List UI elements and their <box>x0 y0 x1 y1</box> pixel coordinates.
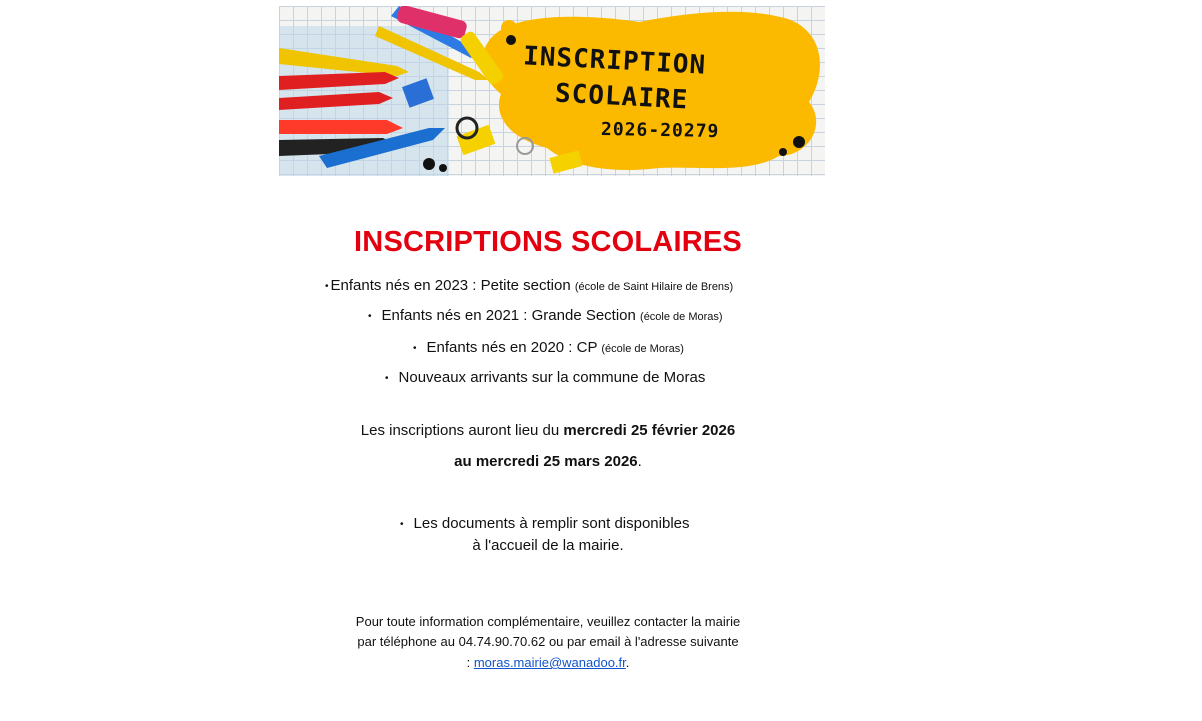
email-link[interactable]: moras.mairie@wanadoo.fr <box>473 655 626 670</box>
dates-intro: Les inscriptions auront lieu du <box>360 422 564 439</box>
dates-end-line <box>0 452 1096 472</box>
contact-line-2: par téléphone au 04.74.90.70.62 ou par email à l'adresse suivante <box>357 634 739 649</box>
list-item-text: Enfants nés en 2023 : Petite section <box>330 277 571 294</box>
bullet-icon: • <box>413 343 417 354</box>
dates-start-line <box>0 421 1096 441</box>
list-item-text: Enfants nés en 2020 : CP <box>426 339 598 356</box>
banner-text-inscription: INSCRIPTION <box>522 41 707 81</box>
dates-start: mercredi 25 février 2026 <box>563 422 736 439</box>
bullet-icon: • <box>325 281 329 292</box>
dates-end: au mercredi 25 mars 2026 <box>454 453 638 470</box>
list-item <box>325 276 733 298</box>
banner-text-years: 2026-20279 <box>600 118 720 143</box>
list-item <box>413 338 684 360</box>
list-item-note: (école de Moras) <box>601 343 684 355</box>
list-item-note: (école de Moras) <box>640 311 723 323</box>
bullet-icon: • <box>400 519 404 530</box>
banner-image <box>279 6 825 176</box>
list-item-text: Nouveaux arrivants sur la commune de Moras <box>398 369 706 386</box>
list-item-text: Enfants nés en 2021 : Grande Section <box>381 307 636 324</box>
documents-line-1 <box>400 514 690 536</box>
contact-prefix: : <box>466 655 474 670</box>
dates-end-suffix: . <box>637 453 642 470</box>
page-title: INSCRIPTIONS SCOLAIRES <box>354 226 742 258</box>
contact-line-1: Pour toute information complémentaire, veuillez contacter la mairie <box>355 614 741 629</box>
list-item-note: (école de Saint Hilaire de Brens) <box>574 281 734 293</box>
banner-text-scolaire: SCOLAIRE <box>554 78 689 116</box>
banner-illustration <box>279 6 825 176</box>
contact-line-3 <box>0 653 1096 673</box>
list-item <box>368 306 723 328</box>
bullet-icon: • <box>385 373 389 384</box>
contact-suffix: . <box>625 655 630 670</box>
documents-line-2: à l'accueil de la mairie. <box>472 537 624 554</box>
list-item <box>385 368 705 390</box>
documents-text-1: Les documents à remplir sont disponibles <box>413 515 690 532</box>
bullet-icon: • <box>368 311 372 322</box>
